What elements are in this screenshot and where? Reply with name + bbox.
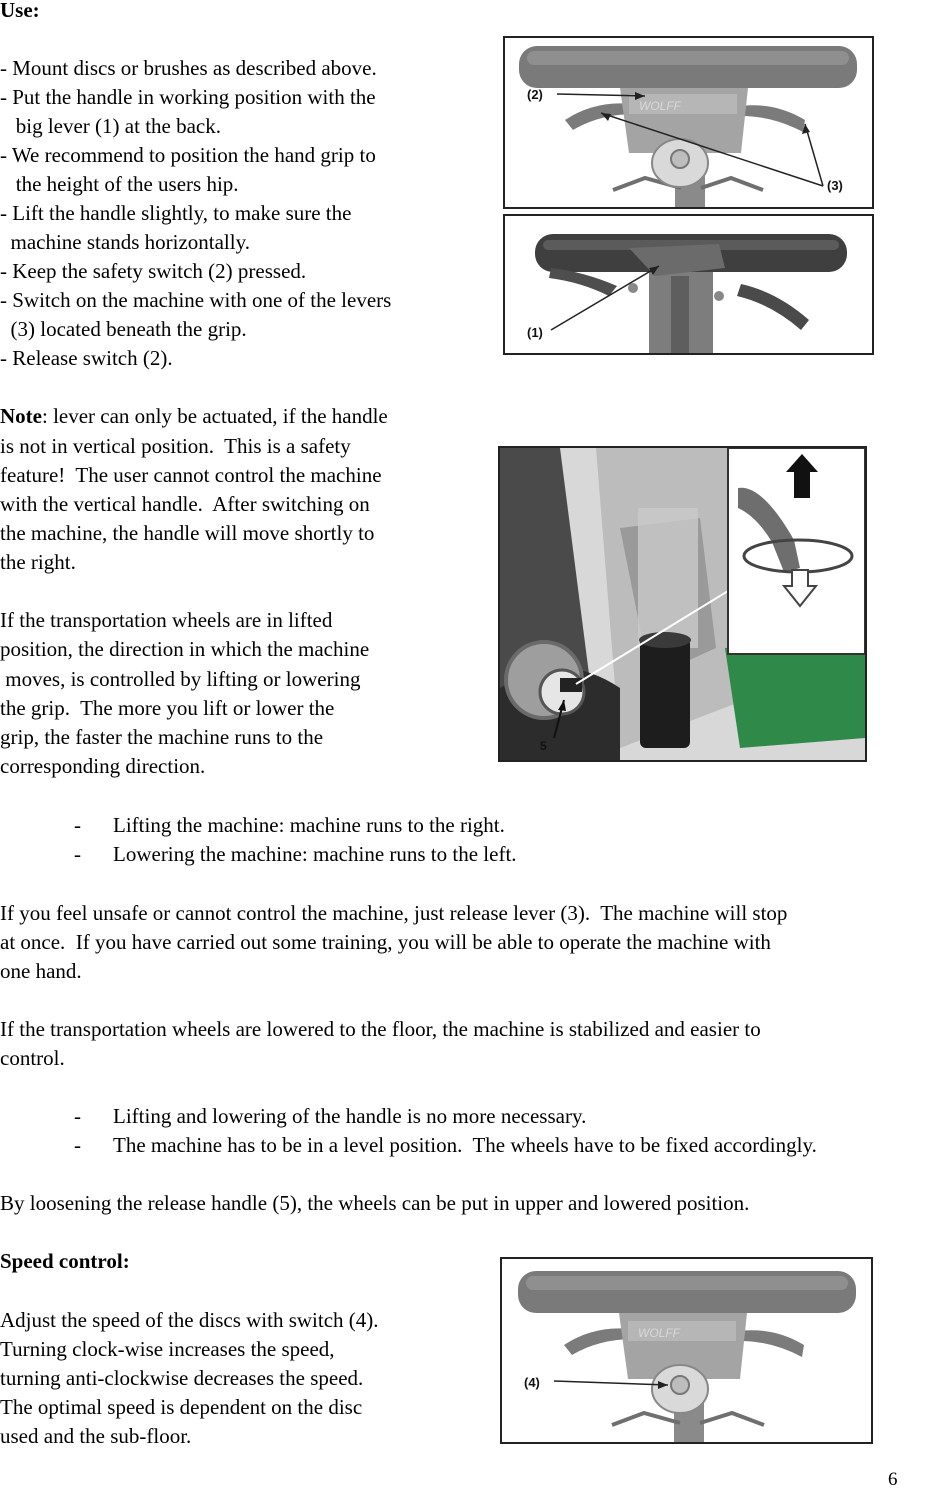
- speed-line-3: turning anti-clockwise decreases the speed.: [0, 1366, 364, 1390]
- note-line-6: the right.: [0, 550, 76, 574]
- unsafe-line-3: one hand.: [0, 959, 82, 983]
- note-line-3: feature! The user cannot control the machine: [0, 463, 382, 487]
- bullet-dash: -: [74, 1133, 81, 1157]
- lifted-line-4: the grip. The more you lift or lower the: [0, 696, 335, 720]
- brand-text: WOLFF: [638, 1326, 680, 1340]
- speed-line-2: Turning clock-wise increases the speed,: [0, 1337, 335, 1361]
- lowered-line-1: If the transportation wheels are lowered to the floor, the machine is stabilized and easier to: [0, 1017, 761, 1041]
- label-2: (2): [527, 87, 543, 102]
- use-line-9: - Switch on the machine with one of the levers: [0, 288, 392, 312]
- speed-switch-illustration: [502, 1259, 871, 1442]
- speed-line-4: The optimal speed is dependent on the disc: [0, 1395, 363, 1419]
- label-1: (1): [527, 325, 543, 340]
- use-heading: Use:: [0, 0, 40, 22]
- figure-handle-switch: [503, 36, 874, 209]
- use-line-3: big lever (1) at the back.: [0, 114, 221, 138]
- lifted-line-3: moves, is controlled by lifting or lowering: [0, 667, 361, 691]
- note-line-5: the machine, the handle will move shortly to: [0, 521, 375, 545]
- label-3: (3): [827, 178, 843, 193]
- use-line-4: - We recommend to position the hand grip to: [0, 143, 376, 167]
- release-line: By loosening the release handle (5), the wheels can be put in upper and lowered position.: [0, 1191, 750, 1215]
- speed-line-5: used and the sub-floor.: [0, 1424, 192, 1448]
- lowered-bullet-1: Lifting and lowering of the handle is no more necessary.: [113, 1104, 587, 1128]
- figure-speed-switch: [500, 1257, 873, 1444]
- lowered-bullet-2: The machine has to be in a level position. The wheels have to be fixed accordingly.: [113, 1133, 817, 1157]
- unsafe-line-2: at once. If you have carried out some training, you will be able to operate the machine with: [0, 930, 771, 954]
- lifted-line-6: corresponding direction.: [0, 754, 206, 778]
- figure-big-lever: [503, 214, 874, 355]
- lifted-line-5: grip, the faster the machine runs to the: [0, 725, 324, 749]
- use-line-1: - Mount discs or brushes as described above.: [0, 56, 377, 80]
- use-line-7: machine stands horizontally.: [0, 230, 250, 254]
- big-lever-illustration: [505, 216, 872, 353]
- lifted-bullet-2: Lowering the machine: machine runs to the left.: [113, 842, 517, 866]
- use-line-8: - Keep the safety switch (2) pressed.: [0, 259, 307, 283]
- speed-line-1: Adjust the speed of the discs with switch (4).: [0, 1308, 379, 1332]
- note-line-4: with the vertical handle. After switching on: [0, 492, 370, 516]
- handle-switch-illustration: [505, 38, 872, 207]
- lifted-line-2: position, the direction in which the machine: [0, 637, 370, 661]
- use-line-11: - Release switch (2).: [0, 346, 173, 370]
- bullet-dash: -: [74, 1104, 81, 1128]
- note-line-1: [0, 402, 388, 431]
- use-line-10: (3) located beneath the grip.: [0, 317, 247, 341]
- bullet-dash: -: [74, 813, 81, 837]
- label-4: (4): [524, 1375, 540, 1390]
- use-line-2: - Put the handle in working position with the: [0, 85, 376, 109]
- unsafe-line-1: If you feel unsafe or cannot control the machine, just release lever (3). The machine will stop: [0, 901, 788, 925]
- brand-text: WOLFF: [639, 99, 681, 113]
- speed-heading: Speed control:: [0, 1249, 130, 1273]
- lowered-line-2: control.: [0, 1046, 65, 1070]
- note-first-rest: : lever can only be actuated, if the handle: [41, 404, 388, 428]
- bullet-dash: -: [74, 842, 81, 866]
- use-line-6: - Lift the handle slightly, to make sure the: [0, 201, 352, 225]
- figure-release-handle: [498, 446, 867, 762]
- lifted-line-1: If the transportation wheels are in lifted: [0, 608, 333, 632]
- release-handle-illustration: [500, 448, 865, 760]
- use-line-5: the height of the users hip.: [0, 172, 239, 196]
- note-label: Note: [0, 404, 42, 428]
- note-line-2: is not in vertical position. This is a safety: [0, 434, 351, 458]
- page-number: 6: [888, 1469, 898, 1490]
- lifted-bullet-1: Lifting the machine: machine runs to the right.: [113, 813, 505, 837]
- label-5: 5: [540, 739, 547, 753]
